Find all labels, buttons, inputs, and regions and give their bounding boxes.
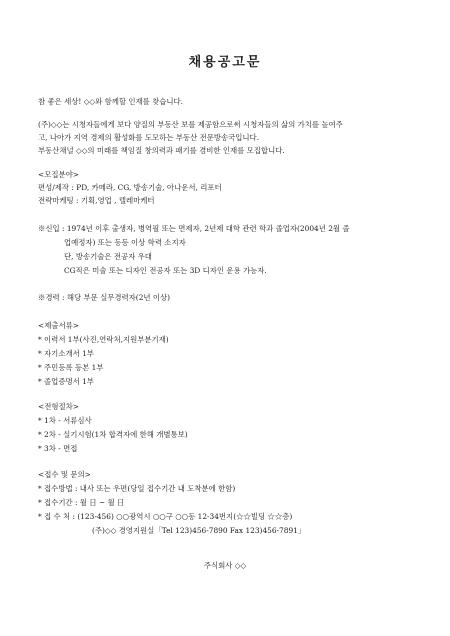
documents-item: * 주민등록 등본 1부 [38,363,104,372]
document-title: 채용공고문 [188,55,262,70]
documents-item: * 이력서 1부(사진,연락처,지원부분기재) [38,335,169,344]
contact-item: * 접 수 처 : (123-456) ○○광역시 ○○구 ○○동 12-34번지(☆☆빌딩 ☆☆층) [38,512,293,521]
intro-line: 부동산채널 ◇◇의 미래를 책임질 창의력과 패기를 겸비한 인재를 모집합니다. [38,146,285,155]
company-signature: 주식회사 ◇◇ [203,561,247,570]
process-item: * 1차 - 서류심사 [38,416,92,425]
greeting-line: 참 좋은 세상! ◇◇와 함께할 인재를 찾습니다. [38,97,184,106]
newcomer-line: 업예정자) 또는 동등 이상 학력 소지자 [64,238,186,247]
documents-item: * 자기소개서 1부 [38,349,94,358]
contact-item: * 접수기간 : 월 日 ~ 월 日 [38,498,125,507]
contact-header: <접수 및 문의> [38,470,91,479]
fields-item: 편성/제작 : PD, 카메라, CG, 방송기술, 아나운서, 리포터 [38,183,222,192]
process-item: * 2차 - 실기시험(1차 합격자에 한해 개별통보) [38,430,188,439]
process-header: <전형절차> [38,402,79,411]
contact-item: (주)◇◇ 경영지원실「Tel 123)456-7890 Fax 123)456-7891」 [92,526,306,535]
experienced-line: ※경력 : 해당 부문 실무경력자(2년 이상) [38,293,171,302]
documents-header: <제출서류> [38,321,79,330]
newcomer-line: ※신입 : 1974년 이후 출생자, 병역필 또는 면제자, 2년제 대학 관련 학과 졸업자(2004년 2월 졸 [38,224,350,233]
intro-line: 고, 나아가 지역 경제의 활성화를 도모하는 부동산 전문방송국입니다. [38,133,260,142]
process-item: * 3차 - 면접 [38,444,78,453]
intro-line: (주)◇◇는 시청자들에게 보다 양질의 부동산 보를 제공함으로써 시청자들의 삶의 가치를 높여주 [38,120,343,129]
newcomer-line: 단, 방송기술은 전공자 우대 [64,252,152,261]
fields-item: 전략마케팅 : 기획,영업 , 텔레마케터 [38,196,155,205]
newcomer-line: CG직은 미술 또는 디자인 전공자 또는 3D 디자인 운용 가능자. [64,266,267,275]
fields-header: <모집분야> [38,170,79,179]
documents-item: * 졸업증명서 1부 [38,377,94,386]
contact-item: * 접수방법 : 내사 또는 우편(당일 접수기간 내 도착분에 한함) [38,484,236,493]
